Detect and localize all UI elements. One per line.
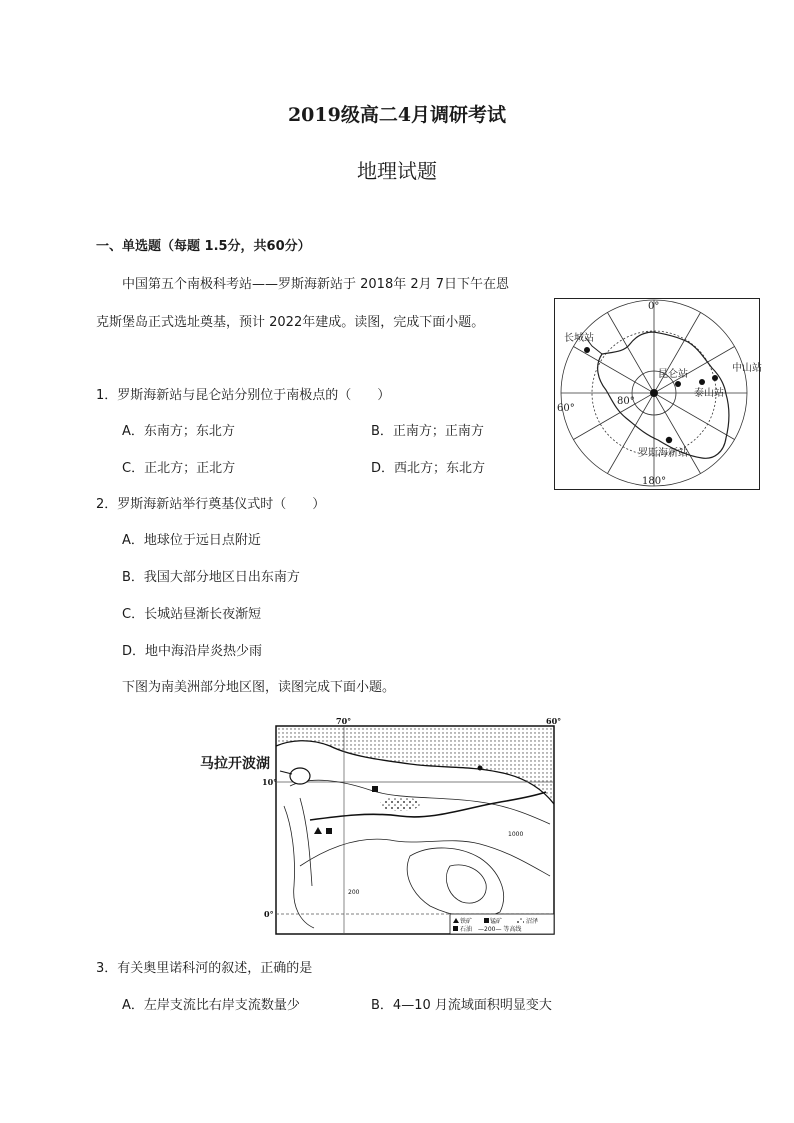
q1-option-a: A．东南方；东北方	[122, 424, 235, 439]
city-dot	[478, 766, 483, 771]
q3-stem: 3．有关奥里诺科河的叙述，正确的是	[96, 961, 313, 976]
label-kunlun: 昆仑站	[658, 369, 688, 380]
q2-option-c: C．长城站昼渐长夜渐短	[122, 607, 262, 622]
swamp-area	[380, 797, 420, 811]
lat-0-label: 0°	[264, 909, 274, 919]
section-heading: 一、单选题（每题 1.5分，共60分）	[96, 239, 311, 254]
lake-maracaibo	[290, 768, 310, 784]
label-180: 180°	[642, 476, 667, 487]
label-60: 60°	[557, 403, 575, 414]
manganese-symbol	[326, 828, 332, 834]
map-legend	[450, 914, 554, 934]
lon-70-label: 70°	[336, 716, 352, 726]
subject-title: 地理试题	[357, 159, 437, 183]
q1-option-d: D．西北方；东北方	[371, 461, 486, 476]
legend-oil-symbol	[453, 926, 458, 931]
q3-option-b: B．4—10 月流域面积明显变大	[371, 998, 552, 1013]
q3-option-a: A．左岸支流比右岸支流数量少	[122, 998, 300, 1013]
label-zhongshan: 中山站	[732, 363, 762, 374]
lon-60-label: 60°	[546, 716, 562, 726]
oil-symbol	[372, 786, 378, 792]
legend-contour: —200— 等高线	[478, 926, 522, 933]
q1-option-b: B．正南方；正南方	[371, 424, 484, 439]
exam-title: 2019级高二4月调研考试	[287, 104, 507, 126]
legend-oil: 石油	[460, 926, 473, 933]
antarctica-polar-map	[554, 298, 760, 490]
contour-200-label: 200	[348, 889, 360, 896]
q1-stem: 1．罗斯海新站与昆仑站分别位于南极点的（ ）	[96, 388, 391, 403]
lat-10-label: 10°	[262, 777, 278, 787]
legend-swamp: 沼泽	[526, 918, 539, 925]
passage1-line2: 克斯堡岛正式选址奠基，预计 2022年建成。读图，完成下面小题。	[96, 315, 485, 330]
q2-option-a: A．地球位于远日点附近	[122, 533, 261, 548]
q2-option-d: D．地中海沿岸炎热少雨	[122, 644, 263, 659]
station-rosssea-dot	[666, 437, 672, 443]
label-taishan: 泰山站	[694, 388, 724, 399]
legend-manganese: 锰矿	[490, 918, 503, 925]
label-80: 80°	[617, 396, 635, 407]
contour-1000-label: 1000	[508, 831, 524, 838]
station-kunlun-dot	[675, 381, 681, 387]
station-zhongshan-dot	[712, 375, 718, 381]
lake-maracaibo-label: 马拉开波湖	[200, 756, 270, 772]
south-america-map	[262, 716, 566, 938]
passage2: 下图为南美洲部分地区图，读图完成下面小题。	[122, 680, 396, 695]
label-rosssea: 罗斯海新站	[638, 448, 688, 459]
q1-option-c: C．正北方；正北方	[122, 461, 236, 476]
south-pole-dot	[650, 389, 658, 397]
passage1-line1: 中国第五个南极科考站——罗斯海新站于 2018年 2月 7日下午在恩	[122, 277, 510, 292]
label-0: 0°	[648, 301, 660, 312]
label-changcheng: 长城站	[564, 333, 594, 344]
station-taishan-dot	[699, 379, 705, 385]
q2-option-b: B．我国大部分地区日出东南方	[122, 570, 300, 585]
legend-manganese-symbol	[484, 918, 489, 923]
legend-swamp-symbol	[516, 918, 524, 923]
station-changcheng-dot	[584, 347, 590, 353]
q2-stem: 2．罗斯海新站举行奠基仪式时（ ）	[96, 497, 326, 512]
legend-iron: 铁矿	[460, 918, 473, 925]
